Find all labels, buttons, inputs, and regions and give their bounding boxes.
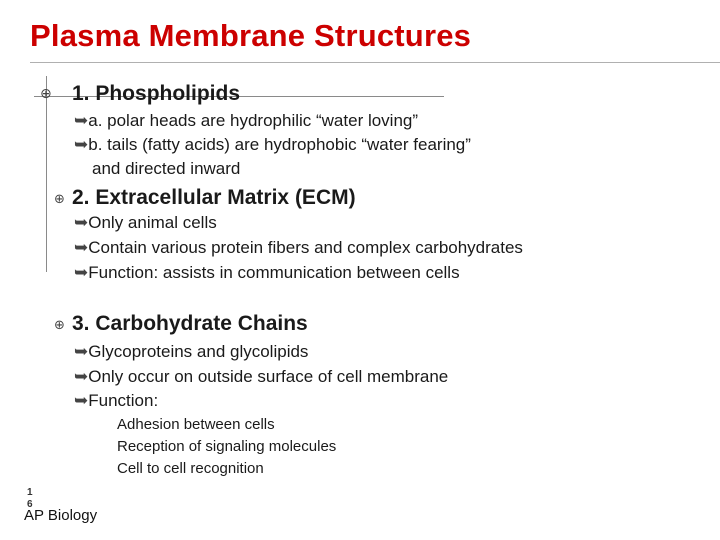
list-item-text: Function: assists in communication between cells (88, 263, 460, 282)
list-item (74, 135, 471, 155)
arrow-bullet-icon: ➥ (74, 213, 89, 233)
list-item-continuation: and directed inward (92, 159, 241, 178)
arrow-bullet-icon: ➥ (74, 263, 89, 283)
crosshair-circle-icon: ⊕ (40, 86, 52, 102)
list-item-text: Only animal cells (88, 213, 217, 232)
arrow-bullet-icon: ➥ (74, 391, 89, 411)
list-item (74, 367, 448, 387)
section-heading-ecm: 2. Extracellular Matrix (ECM) (72, 186, 356, 209)
section-heading-carbohydrate-chains: 3. Carbohydrate Chains (72, 312, 308, 335)
title-divider (30, 62, 720, 63)
list-item (74, 391, 158, 411)
footer-label: AP Biology (24, 507, 98, 524)
list-item-text: b. tails (fatty acids) are hydrophobic “water fearing” (88, 135, 471, 154)
arrow-bullet-icon: ➥ (74, 342, 89, 362)
slide-number-digit: 6 (27, 499, 33, 510)
list-item (74, 342, 308, 362)
arrow-bullet-icon: ➥ (74, 238, 89, 258)
list-item-text: Contain various protein fibers and complex carbohydrates (88, 238, 523, 257)
list-item (74, 263, 460, 283)
arrow-bullet-icon: ➥ (74, 135, 89, 155)
slide-number-digit: 1 (27, 487, 33, 498)
list-item (74, 111, 418, 131)
crosshair-circle-icon: ⊕ (54, 192, 65, 207)
decorative-vertical-line (46, 76, 47, 272)
sub-list-item: Cell to cell recognition (117, 460, 264, 477)
crosshair-circle-icon: ⊕ (54, 318, 65, 333)
list-item-text: Glycoproteins and glycolipids (88, 342, 309, 361)
sub-list-item: Reception of signaling molecules (117, 438, 337, 455)
list-item (74, 238, 523, 258)
list-item (74, 213, 217, 233)
list-item-text: Function: (88, 391, 159, 410)
arrow-bullet-icon: ➥ (74, 111, 89, 131)
list-item-text: a. polar heads are hydrophilic “water loving” (88, 111, 419, 130)
page-title: Plasma Membrane Structures (30, 18, 472, 53)
sub-list-item: Adhesion between cells (117, 416, 275, 433)
list-item-text: Only occur on outside surface of cell membrane (88, 367, 449, 386)
arrow-bullet-icon: ➥ (74, 367, 89, 387)
section-heading-phospholipids: 1. Phospholipids (72, 82, 241, 105)
